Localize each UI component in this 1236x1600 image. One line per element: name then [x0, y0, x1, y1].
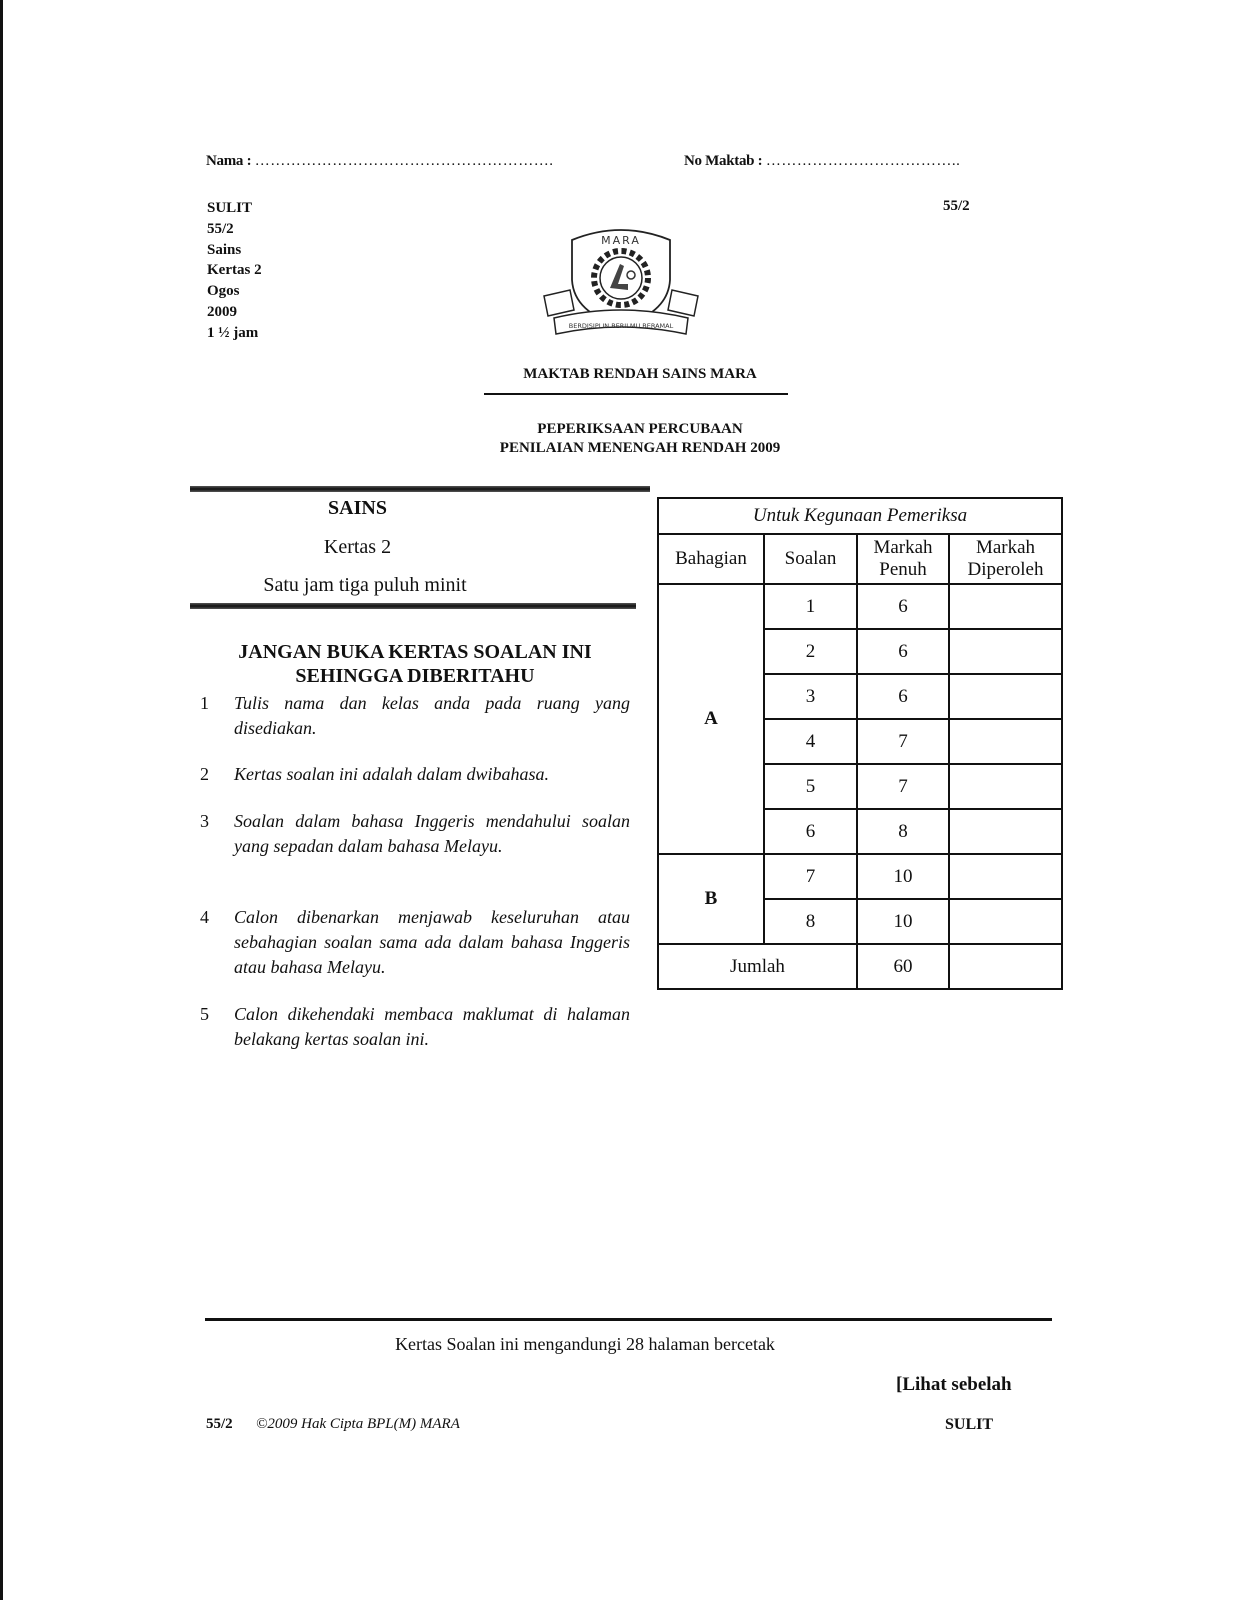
college-number-field	[684, 153, 960, 170]
subject-name: SAINS	[328, 497, 387, 519]
instruction-text: Calon dibenarkan menjawab keseluruhan atau sebahagian soalan sama ada dalam bahasa Inggeris atau bahasa Melayu.	[234, 907, 630, 977]
marks-obtained-cell	[949, 719, 1062, 764]
question-number: 8	[764, 899, 857, 944]
exam-title-line-1: PEPERIKSAAN PERCUBAAN	[537, 421, 743, 437]
total-label: Jumlah	[658, 944, 857, 989]
table-row	[658, 854, 1062, 899]
college-number-label: No Maktab :	[684, 153, 763, 169]
institution-underline	[484, 393, 788, 395]
section-a: A	[658, 584, 764, 854]
instruction-number: 4	[200, 907, 209, 927]
instruction-text: Kertas soalan ini adalah dalam dwibahasa.	[234, 764, 550, 784]
subject-bottom-rule	[190, 603, 636, 609]
page-left-border	[0, 0, 3, 1600]
instruction-number: 3	[200, 811, 209, 831]
exam-month: Ogos	[207, 283, 240, 300]
full-marks: 10	[857, 854, 949, 899]
exam-duration: 1 ½ jam	[207, 324, 259, 341]
marks-obtained-cell	[949, 809, 1062, 854]
subject-label: Sains	[207, 241, 242, 258]
page-count-note: Kertas Soalan ini mengandungi 28 halaman bercetak	[395, 1334, 775, 1354]
full-marks: 6	[857, 674, 949, 719]
marks-obtained-cell	[949, 899, 1062, 944]
marks-obtained-cell	[949, 674, 1062, 719]
paper-code-block	[207, 198, 262, 344]
svg-text:BERDISIPLIN BERILMU BERAMAL: BERDISIPLIN BERILMU BERAMAL	[568, 322, 674, 330]
table-caption: Untuk Kegunaan Pemeriksa	[658, 498, 1062, 534]
college-number-dots: ………………………………..	[765, 153, 961, 169]
footer-classification: SULIT	[945, 1416, 994, 1433]
instruction-number: 5	[200, 1004, 209, 1024]
total-marks-obtained	[949, 944, 1062, 989]
question-number: 2	[764, 629, 857, 674]
full-marks: 8	[857, 809, 949, 854]
classification-label: SULIT	[207, 200, 253, 216]
header-question: Soalan	[764, 534, 857, 584]
instruction-text: Tulis nama dan kelas anda pada ruang yang disediakan.	[234, 693, 630, 738]
section-b: B	[658, 854, 764, 944]
paper-code: 55/2	[207, 220, 234, 237]
name-label: Nama :	[206, 153, 252, 169]
question-number: 7	[764, 854, 857, 899]
exam-year: 2009	[207, 303, 237, 320]
question-number: 1	[764, 584, 857, 629]
paper-number: Kertas 2	[207, 262, 262, 279]
do-not-open-warning	[195, 640, 635, 688]
name-dots: ………………………………………………….	[254, 153, 554, 169]
marks-obtained-cell	[949, 764, 1062, 809]
header-section: Bahagian	[658, 534, 764, 584]
total-row	[658, 944, 1062, 989]
mara-logo	[540, 218, 702, 346]
exam-title-line-2: PENILAIAN MENENGAH RENDAH 2009	[499, 440, 781, 456]
see-next-page: [Lihat sebelah	[896, 1374, 1012, 1395]
subject-duration: Satu jam tiga puluh minit	[263, 574, 467, 596]
copyright-notice: ©2009 Hak Cipta BPL(M) MARA	[256, 1416, 460, 1432]
full-marks: 6	[857, 584, 949, 629]
paper-code-right: 55/2	[943, 198, 970, 214]
instruction-text: Soalan dalam bahasa Inggeris mendahului soalan yang sepadan dalam bahasa Melayu.	[234, 811, 630, 856]
mara-crest-icon	[540, 218, 702, 346]
marks-obtained-cell	[949, 854, 1062, 899]
question-number: 3	[764, 674, 857, 719]
header-marks-obtained: Markah Diperoleh	[949, 534, 1062, 584]
full-marks: 6	[857, 629, 949, 674]
instruction-item	[200, 691, 630, 741]
instruction-item	[200, 762, 630, 787]
question-number: 4	[764, 719, 857, 764]
subject-top-rule	[190, 486, 650, 492]
marks-obtained-cell	[949, 629, 1062, 674]
full-marks: 7	[857, 719, 949, 764]
name-field	[206, 153, 553, 170]
footer-paper-code: 55/2	[206, 1416, 233, 1432]
table-row	[658, 584, 1062, 629]
exam-title	[400, 420, 880, 458]
instruction-item	[200, 1002, 630, 1052]
examiner-marks-table	[657, 497, 1063, 990]
instruction-item	[200, 905, 630, 980]
question-number: 5	[764, 764, 857, 809]
footer-rule	[205, 1318, 1052, 1321]
header-full-marks: Markah Penuh	[857, 534, 949, 584]
instruction-item	[200, 809, 630, 859]
question-number: 6	[764, 809, 857, 854]
instruction-number: 1	[200, 693, 209, 713]
marks-obtained-cell	[949, 584, 1062, 629]
total-full-marks: 60	[857, 944, 949, 989]
warning-line-1: JANGAN BUKA KERTAS SOALAN INI	[238, 641, 592, 663]
warning-line-2: SEHINGGA DIBERITAHU	[295, 665, 535, 687]
full-marks: 10	[857, 899, 949, 944]
svg-text:MARA: MARA	[601, 234, 641, 247]
instruction-number: 2	[200, 764, 209, 784]
institution-name: MAKTAB RENDAH SAINS MARA	[523, 366, 757, 382]
instruction-text: Calon dikehendaki membaca maklumat di halaman belakang kertas soalan ini.	[234, 1004, 630, 1049]
full-marks: 7	[857, 764, 949, 809]
subject-paper: Kertas 2	[323, 536, 392, 558]
